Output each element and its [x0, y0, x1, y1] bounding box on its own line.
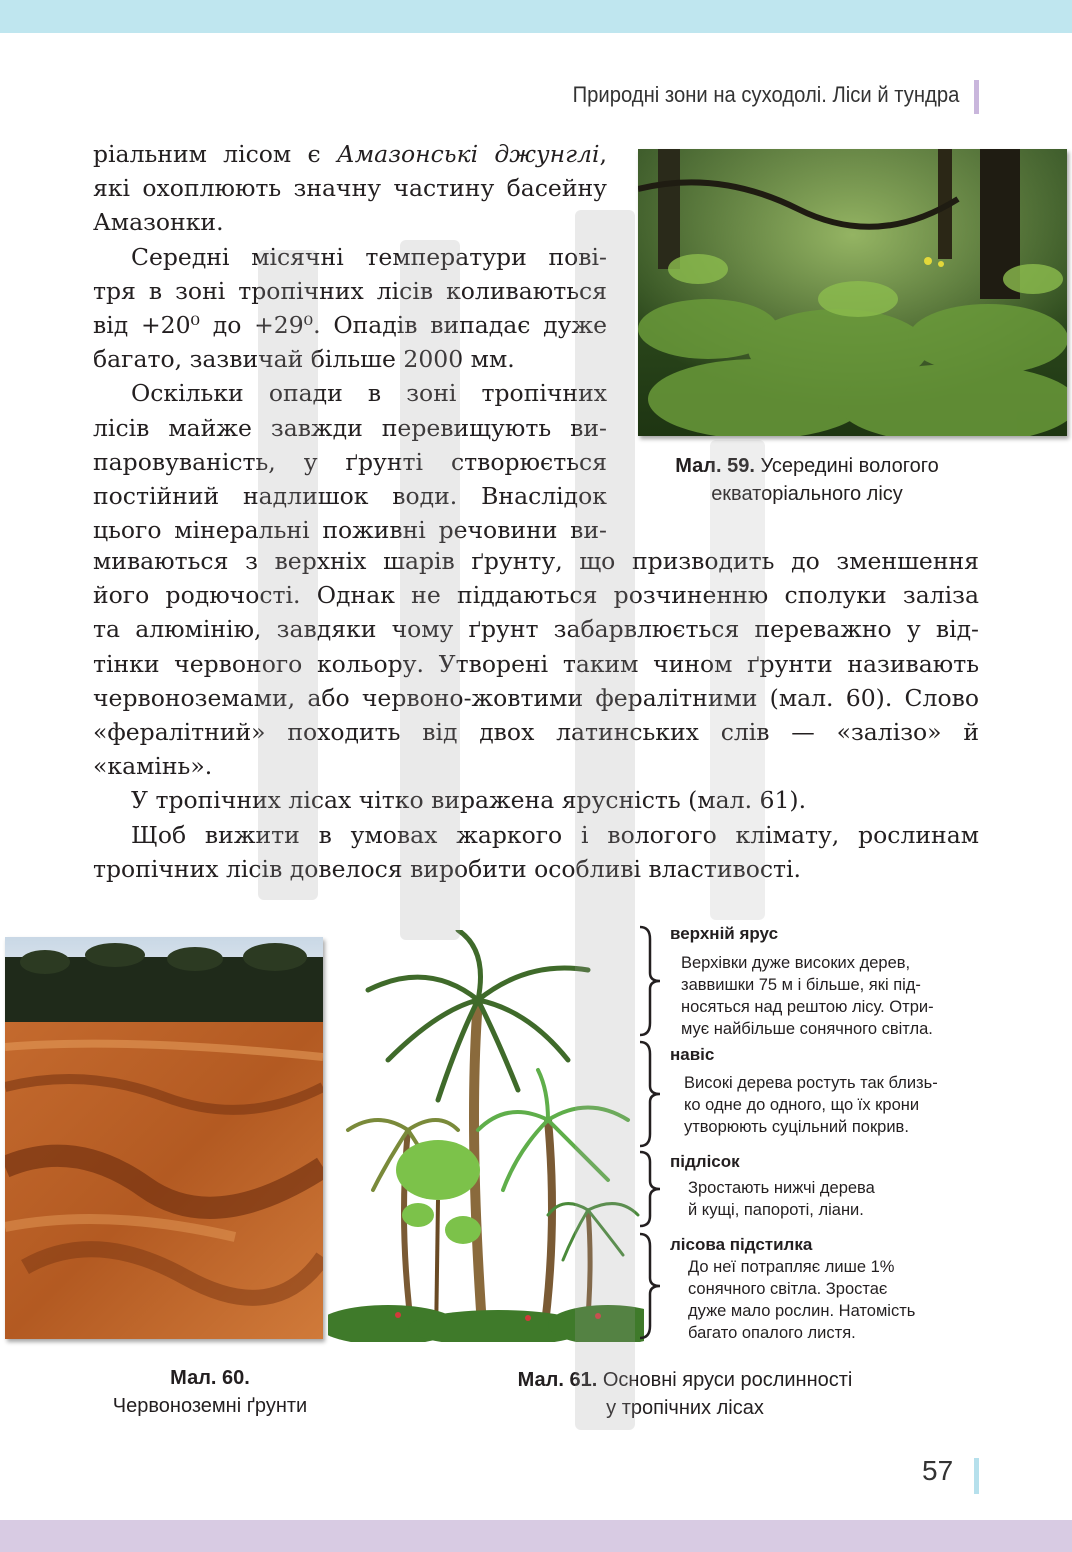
text-line: лісів майже завжди перевищують ви- — [93, 413, 607, 442]
tier-title-forest-floor: лісова підстилка — [670, 1235, 813, 1254]
emphasis-amazon: Амазонські джунглі — [336, 140, 600, 168]
text-line: Оскільки опади в зоні тропічних — [131, 379, 607, 408]
fig61-caption: Мал. 61. Основні яруси рослинності у тропічних лісах — [517, 1369, 853, 1419]
text-line: тропічних лісів довелося виробити особливі властивості. — [93, 854, 802, 883]
text-line: які охоплюють значну частину басейну — [93, 174, 607, 203]
text-line: паровуваність, у ґрунті створюється — [93, 447, 607, 476]
tier-title-top: верхній ярус — [670, 924, 779, 943]
tier-text-canopy: Високі дерева ростуть так близь- ко одне до одного, що їх крони утворюють суцільний покрив. — [684, 1074, 938, 1136]
jungle-illustration — [638, 149, 1067, 436]
text-line: Амазонки. — [93, 208, 224, 237]
text-line: червоноземами, або червоно-жовтими фералітними (мал. 60). Слово — [93, 683, 979, 712]
text-line: «фералітний» походить від двох латинських слів — «залізо» й — [93, 717, 979, 746]
red-soil-photo — [5, 937, 323, 1339]
text-line: постійний надлишок води. Внаслідок — [93, 481, 607, 510]
page-number-accent-bar — [974, 1458, 979, 1494]
text-column-top — [93, 137, 607, 547]
text-line: У тропічних лісах чітко виражена ярусність (мал. 61). — [131, 786, 807, 815]
tier-text-forest-floor: До неї потрапляє лише 1% сонячного світла. Зростає дуже мало рослин. Натомість багато опалого листя. — [688, 1258, 916, 1342]
fig60-caption: Мал. 60. Червоноземні ґрунти — [112, 1367, 308, 1417]
text-line: «камінь». — [93, 752, 213, 781]
brace-understory — [636, 1150, 666, 1228]
brace-forest-floor — [636, 1232, 666, 1340]
watermark-band-1 — [258, 250, 318, 900]
fig61-label: Мал. 61. — [517, 1369, 598, 1391]
text-line: Середні місячні температури пові- — [131, 242, 607, 271]
tier-title-understory: підлісок — [670, 1152, 740, 1171]
running-header: Природні зони на суходолі. Ліси й тундра — [572, 82, 959, 107]
text-line: та алюмінію, завдяки чому ґрунт забарвлюється переважно у від- — [93, 615, 979, 644]
page-number: 57 — [922, 1455, 954, 1486]
text-line: тінки червоного кольору. Утворені таким чином ґрунти називають — [93, 649, 979, 678]
text-line: багато, зазвичай більше 2000 мм. — [93, 345, 515, 374]
watermark-band-2 — [400, 240, 460, 940]
jungle-photo — [638, 149, 1067, 436]
text-line: Щоб вижити в умовах жаркого і вологого клімату, рослинам — [131, 820, 979, 849]
red-soil-illustration — [5, 937, 323, 1339]
top-color-band — [0, 0, 1072, 33]
text-column-full — [93, 544, 979, 886]
text-line: від +20⁰ до +29⁰. Опадів випадає дуже — [93, 310, 607, 339]
fig60-label: Мал. 60. — [170, 1367, 250, 1389]
fig59-caption: Мал. 59. Усередині вологого екваторіального лісу — [675, 455, 939, 505]
text-line: цього мінеральні поживні речовини ви- — [93, 516, 607, 545]
header-accent-bar — [974, 80, 979, 114]
bottom-color-band — [0, 1520, 1072, 1552]
brace-top-tier — [636, 925, 666, 1037]
text-line: миваються з верхніх шарів ґрунту, що призводить до зменшення — [93, 547, 979, 575]
brace-canopy — [636, 1040, 666, 1148]
watermark-band-3 — [575, 210, 635, 1430]
text-line: ріальним лісом є Амазонські джунглі, — [93, 140, 607, 168]
text-line: тря в зоні тропічних лісів коливаються — [93, 276, 607, 305]
text-line: його родючості. Однак не піддаються розчиненню сполуки заліза — [93, 581, 979, 610]
fig59-label: Мал. 59. — [675, 455, 755, 477]
tier-text-understory: Зростають нижчі дерева й кущі, папороті, ліани. — [688, 1179, 875, 1219]
tier-text-top: Верхівки дуже високих дерев, заввишки 75 м і більше, які під- носяться над рештою лісу. Отри- мує найбільше сонячного світла. — [681, 954, 934, 1038]
watermark-band-4 — [710, 440, 765, 920]
tier-title-canopy: навіс — [670, 1045, 715, 1064]
